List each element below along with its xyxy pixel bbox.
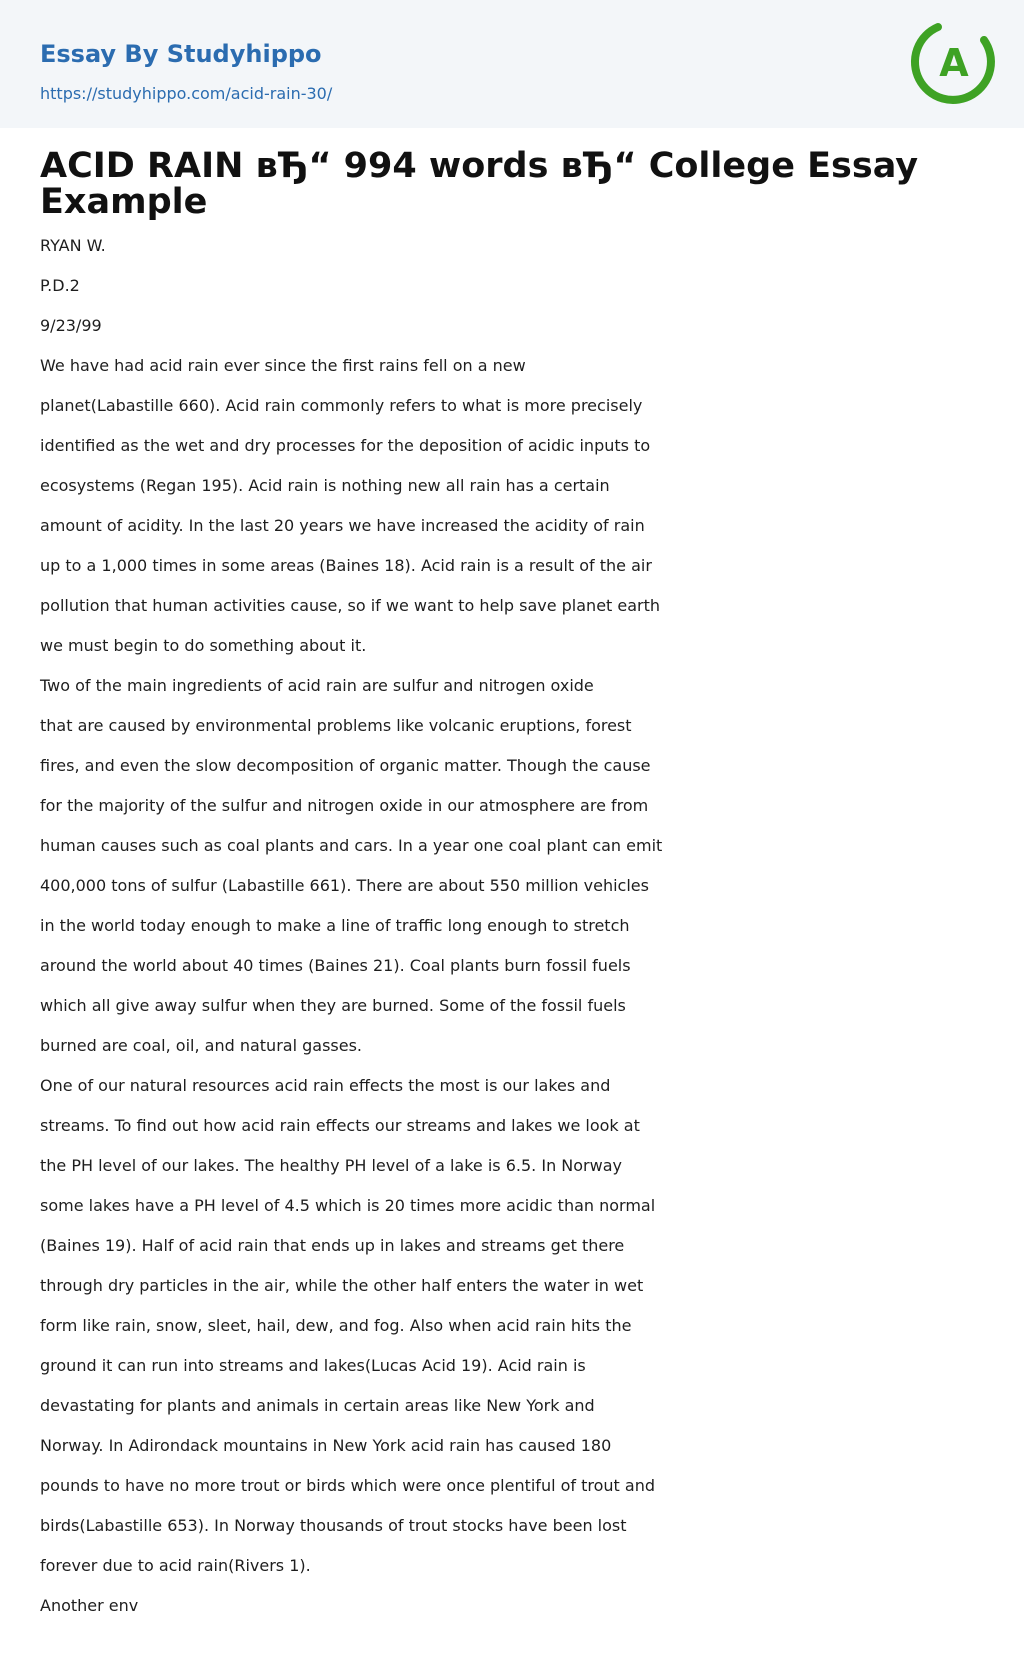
essay-line: we must begin to do something about it. xyxy=(40,636,367,655)
essay-line: human causes such as coal plants and cars. In a year one coal plant can emit xyxy=(40,836,663,855)
essay-line: amount of acidity. In the last 20 years we have increased the acidity of rain xyxy=(40,516,645,535)
essay-period: P.D.2 xyxy=(40,276,80,295)
essay-line: birds(Labastille 653). In Norway thousands of trout stocks have been lost xyxy=(40,1516,627,1535)
essay-line: that are caused by environmental problems like volcanic eruptions, forest xyxy=(40,716,632,735)
site-header xyxy=(0,0,1024,128)
essay-line: up to a 1,000 times in some areas (Baines 18). Acid rain is a result of the air xyxy=(40,556,652,575)
essay-line: 400,000 tons of sulfur (Labastille 661). There are about 550 million vehicles xyxy=(40,876,649,895)
essay-line: (Baines 19). Half of acid rain that ends up in lakes and streams get there xyxy=(40,1236,625,1255)
studyhippo-logo-icon[interactable] xyxy=(910,18,998,106)
essay-line: devastating for plants and animals in certain areas like New York and xyxy=(40,1396,595,1415)
essay-line: form like rain, snow, sleet, hail, dew, and fog. Also when acid rain hits the xyxy=(40,1316,632,1335)
essay-line: planet(Labastille 660). Acid rain commonly refers to what is more precisely xyxy=(40,396,643,415)
logo-letter: A xyxy=(939,41,969,85)
essay-line: identified as the wet and dry processes for the deposition of acidic inputs to xyxy=(40,436,651,455)
essay-line: pounds to have no more trout or birds which were once plentiful of trout and xyxy=(40,1476,656,1495)
essay-line: some lakes have a PH level of 4.5 which is 20 times more acidic than normal xyxy=(40,1196,656,1215)
essay-line: We have had acid rain ever since the first rains fell on a new xyxy=(40,356,526,375)
essay-title: ACID RAIN вЂ“ 994 words вЂ“ College Essay Example xyxy=(40,146,919,222)
essay-line: fires, and even the slow decomposition of organic matter. Though the cause xyxy=(40,756,651,775)
essay-line: streams. To find out how acid rain effects our streams and lakes we look at xyxy=(40,1116,640,1135)
essay-line: ground it can run into streams and lakes(Lucas Acid 19). Acid rain is xyxy=(40,1356,586,1375)
essay-line: Two of the main ingredients of acid rain are sulfur and nitrogen oxide xyxy=(40,676,594,695)
essay-line: burned are coal, oil, and natural gasses. xyxy=(40,1036,362,1055)
essay-line: ecosystems (Regan 195). Acid rain is nothing new all rain has a certain xyxy=(40,476,610,495)
essay-line: around the world about 40 times (Baines 21). Coal plants burn fossil fuels xyxy=(40,956,631,975)
essay-line: Another env xyxy=(40,1596,139,1615)
essay-line: through dry particles in the air, while the other half enters the water in wet xyxy=(40,1276,644,1295)
essay-author: RYAN W. xyxy=(40,236,106,255)
essay-line: pollution that human activities cause, so if we want to help save planet earth xyxy=(40,596,661,615)
essay-line: in the world today enough to make a line of traffic long enough to stretch xyxy=(40,916,630,935)
essay-date: 9/23/99 xyxy=(40,316,102,335)
essay-line: which all give away sulfur when they are burned. Some of the fossil fuels xyxy=(40,996,626,1015)
essay-line: the PH level of our lakes. The healthy PH level of a lake is 6.5. In Norway xyxy=(40,1156,622,1175)
essay-line: forever due to acid rain(Rivers 1). xyxy=(40,1556,311,1575)
essay-line: Norway. In Adirondack mountains in New York acid rain has caused 180 xyxy=(40,1436,612,1455)
brand-title[interactable]: Essay By Studyhippo xyxy=(40,40,322,68)
essay-line: for the majority of the sulfur and nitrogen oxide in our atmosphere are from xyxy=(40,796,649,815)
essay-line: One of our natural resources acid rain effects the most is our lakes and xyxy=(40,1076,611,1095)
source-url-link[interactable]: https://studyhippo.com/acid-rain-30/ xyxy=(40,84,333,103)
essay-body xyxy=(40,354,980,1634)
